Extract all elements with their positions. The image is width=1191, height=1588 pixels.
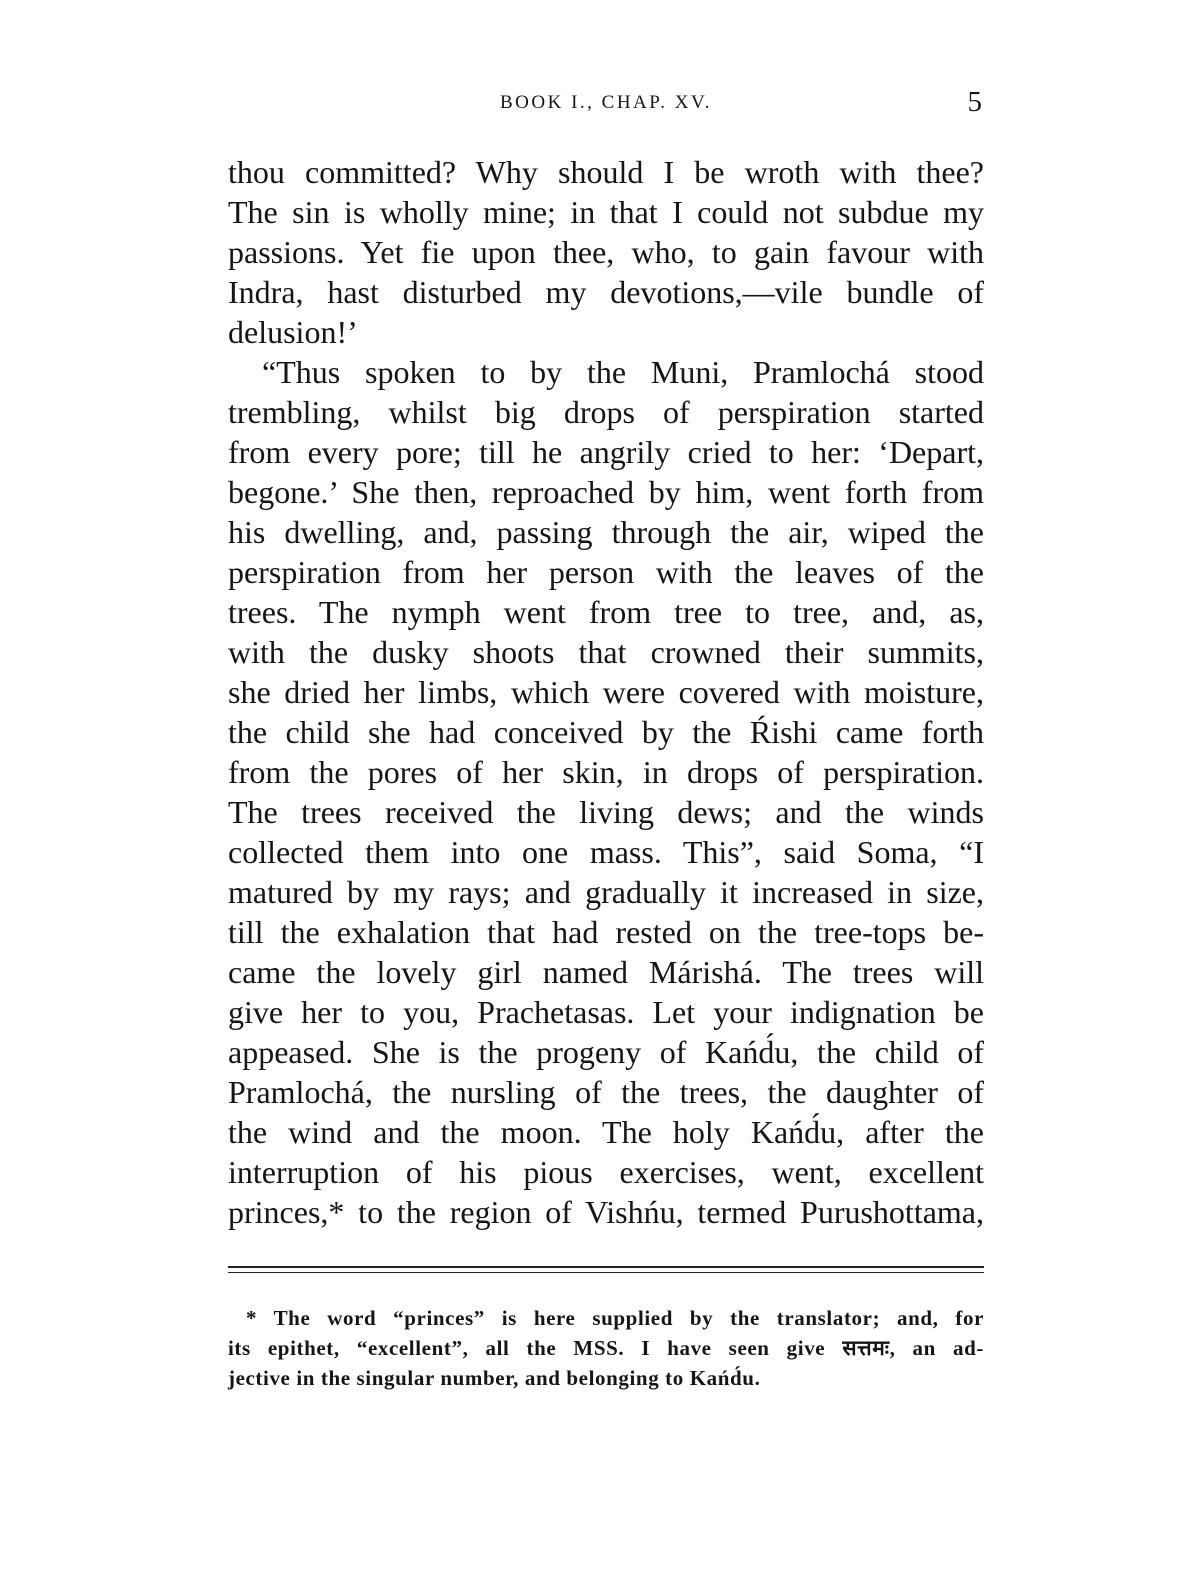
body-line: give her to you, Prachetasas. Let your indignation be [228,994,984,1030]
body-line: from the pores of her skin, in drops of perspiration. [228,754,984,790]
body-line: The trees received the living dews; and the winds [228,794,984,830]
separator-rule-top [228,1266,984,1268]
body-line: perspiration from her person with the leaves of the [228,554,984,590]
separator-rule-bottom [228,1272,984,1273]
footnote-line [228,1333,984,1363]
body-line: begone.’ She then, reproached by him, went forth from [228,474,984,510]
body-line: the child she had conceived by the Ŕishi came forth [228,714,984,750]
body-line: collected them into one mass. This”, said Soma, “I [228,834,984,870]
body-line: appeased. She is the progeny of Kańd́u, the child of [228,1034,984,1070]
page-number: 5 [967,86,982,118]
body-line: delusion!’ [228,314,358,350]
body-line: his dwelling, and, passing through the air, wiped the [228,514,984,550]
body-line: with the dusky shoots that crowned their summits, [228,634,984,670]
body-line: came the lovely girl named Márishá. The trees will [228,954,984,990]
devanagari-word: सत्तमः [842,1336,890,1360]
body-line: trees. The nymph went from tree to tree, and, as, [228,594,984,630]
running-title: BOOK I., CHAP. XV. [500,92,712,113]
body-line: matured by my rays; and gradually it increased in size, [228,874,984,910]
body-line: she dried her limbs, which were covered with moisture, [228,674,984,710]
body-line: The sin is wholly mine; in that I could not subdue my [228,194,984,230]
body-line: “Thus spoken to by the Muni, Pramlochá stood [262,354,984,390]
body-line: princes,* to the region of Vishńu, termed Purushottama, [228,1194,984,1230]
footnote [228,1303,984,1393]
body-line: the wind and the moon. The holy Kańd́u, after the [228,1114,984,1150]
body-line: Indra, hast disturbed my devotions,—vile bundle of [228,274,984,310]
body-line: interruption of his pious exercises, went, excellent [228,1154,984,1190]
body-line: passions. Yet fie upon thee, who, to gain favour with [228,234,984,270]
body-line: till the exhalation that had rested on the tree-tops be- [228,914,984,950]
footnote-line: jective in the singular number, and belonging to Kańd́u. [228,1366,761,1390]
running-head [228,86,984,124]
body-line: trembling, whilst big drops of perspiration started [228,394,984,430]
footnote-text: , an ad- [889,1336,984,1360]
body-text [228,152,984,1232]
body-line: from every pore; till he angrily cried to her: ‘Depart, [228,434,984,470]
body-line: thou committed? Why should I be wroth with thee? [228,154,984,190]
footnote-separator [228,1266,984,1278]
footnote-line: * The word “princes” is here supplied by the translator; and, for [246,1306,984,1330]
body-line: Pramlochá, the nursling of the trees, the daughter of [228,1074,984,1110]
footnote-text: its epithet, “excellent”, all the MSS. I have seen give [228,1336,843,1360]
